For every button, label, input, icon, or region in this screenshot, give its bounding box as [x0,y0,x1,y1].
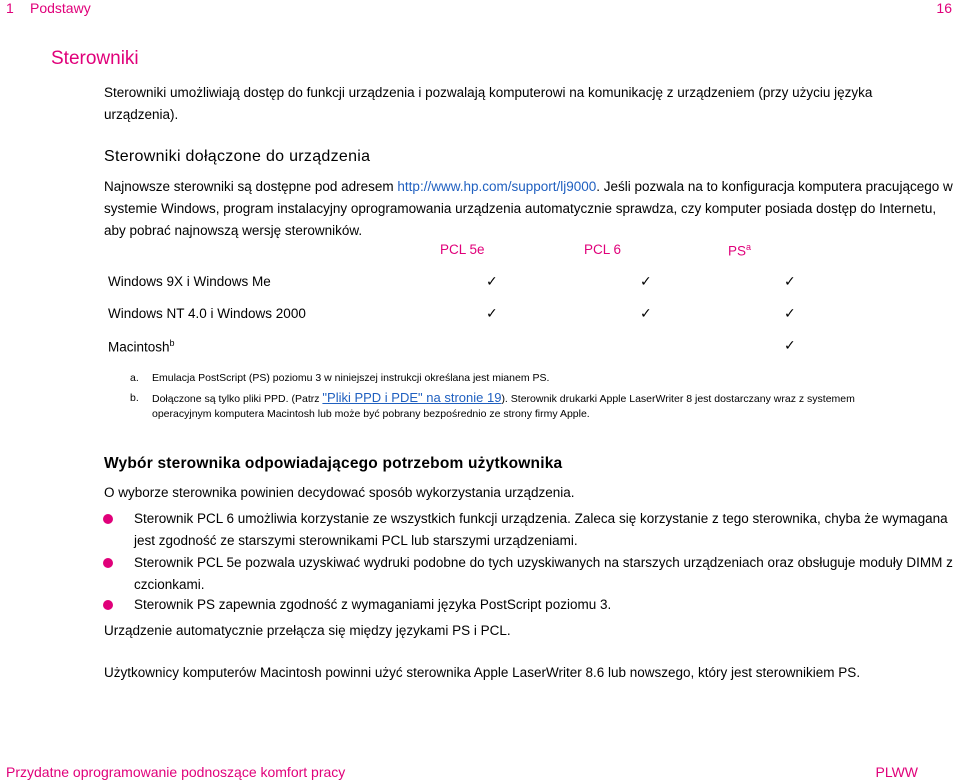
check-winnt-pcl5e: ✓ [486,306,498,322]
intro-paragraph: Sterowniki umożliwiają dostęp do funkcji urządzenia i pozwalają komputerowi na komunikację z urządzeniem (przy użyciu języka urządzenia). [104,85,873,122]
column-header-pcl5e: PCL 5e [440,242,485,257]
check-win9x-ps: ✓ [784,274,796,290]
page-number: 16 [936,0,952,16]
bullet-icon [103,514,113,524]
note-b-text-before: Dołączone są tylko pliki PPD. (Patrz [152,393,323,405]
support-link[interactable]: http://www.hp.com/support/lj9000 [397,179,597,194]
row-label-winnt: Windows NT 4.0 i Windows 2000 [108,306,306,321]
bullet-pcl6: Sterownik PCL 6 umożliwia korzystanie ze wszystkich funkcji urządzenia. Zaleca się korzystanie z tego sterownika, chyba że wymagana jest zgodność ze starszymi sterownikami PCL lub starszymi urządzeniami. [134,511,948,548]
note-a [130,367,890,389]
footnote-b-marker: b [169,338,175,348]
chapter-title: Podstawy [30,0,91,16]
column-header-ps [728,242,751,259]
bullet-icon [103,558,113,568]
footnote-a-marker: a [746,242,752,252]
ppd-pde-link[interactable]: "Pliki PPD i PDE" na stronie 19 [322,390,502,405]
drivers-text-after: . Jeśli pozwala na to konfiguracja komputera pracującego w systemie Windows, program instalacyjny oprogramowania urządzenia automatycznie sprawdza, czy komputer posiada dostęp do Internetu, aby pobrać najnowszą wersję sterowników. [104,179,953,238]
note-a-label: a. [130,372,139,384]
bullet-icon [103,600,113,610]
macintosh-paragraph: Użytkownicy komputerów Macintosh powinni użyć sterownika Apple LaserWriter 8.6 lub nowszego, który jest sterownikiem PS. [104,665,861,680]
check-winnt-pcl6: ✓ [640,306,652,322]
check-win9x-pcl5e: ✓ [486,274,498,290]
footer-section-title: Przydatne oprogramowanie podnoszące komfort pracy [6,764,346,780]
note-b-text-after: ). Sterownik drukarki Apple LaserWriter 8 jest dostarczany wraz z systemem operacyjnym komputera Macintosh lub może być pobrany bezpośrednio ze strony firmy Apple. [152,393,855,420]
note-b-label: b. [130,392,139,404]
drivers-paragraph [104,176,960,242]
page-title: Sterowniki [51,48,139,69]
auto-switch-paragraph: Urządzenie automatycznie przełącza się między językami PS i PCL. [104,623,511,638]
check-macintosh-ps: ✓ [784,338,796,354]
column-header-pcl6: PCL 6 [584,242,622,257]
footer-locale: PLWW [875,764,918,780]
row-label-macintosh-text: Macintosh [108,339,170,355]
note-b-text [152,390,872,422]
section-heading-choosing-driver: Wybór sterownika odpowiadającego potrzebom użytkownika [104,455,563,472]
chapter-number: 1 [6,0,14,16]
note-b [130,387,890,431]
check-winnt-ps: ✓ [784,306,796,322]
section-heading-included-drivers: Sterowniki dołączone do urządzenia [104,148,371,165]
drivers-text-before: Najnowsze sterowniki są dostępne pod adresem [104,179,398,194]
choosing-intro: O wyborze sterownika powinien decydować sposób wykorzystania urządzenia. [104,485,575,500]
check-win9x-pcl6: ✓ [640,274,652,290]
bullet-ps: Sterownik PS zapewnia zgodność z wymaganiami języka PostScript poziomu 3. [134,597,612,612]
row-label-win9x: Windows 9X i Windows Me [108,274,271,289]
note-a-text: Emulacja PostScript (PS) poziomu 3 w niniejszej instrukcji określana jest mianem PS. [152,372,550,384]
bullet-pcl5e: Sterownik PCL 5e pozwala uzyskiwać wydruki podobne do tych uzyskiwanych na starszych urządzeniach oraz obsługuje moduły DIMM z czcionkami. [134,555,953,592]
column-header-ps-label: PS [728,243,747,259]
row-label-macintosh [108,338,175,355]
